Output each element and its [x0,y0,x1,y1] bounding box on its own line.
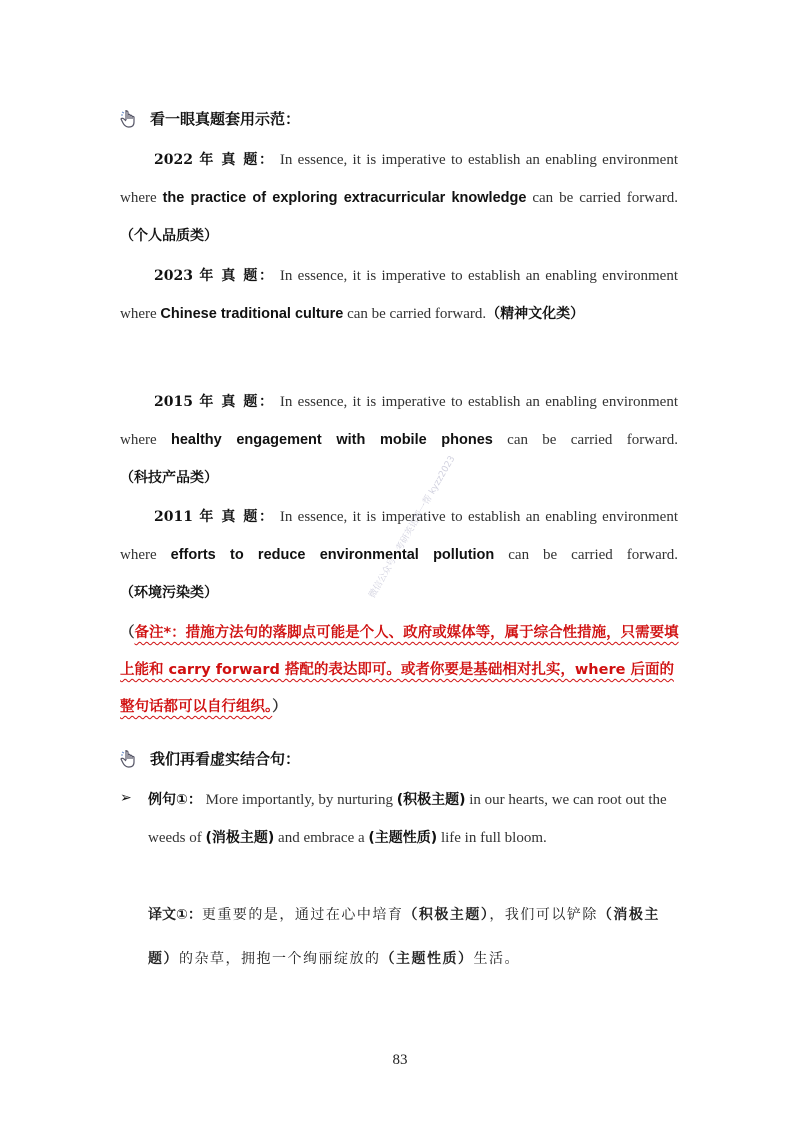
heading-text: 看一眼真题套用示范： [150,110,301,128]
example-2015 [120,383,678,497]
year-label: 2011 年 真 题： [154,509,275,525]
note-text: 备注*：措施方法句的落脚点可能是个人、政府或媒体等，属于综合性措施，只需要填上能和 carry forward 搭配的表达即可。或者你要是基础相对扎实，where 后面的整句话都可以自行组织。 [120,625,679,715]
keyword-phrase: Chinese traditional culture [160,306,344,322]
sentence-text: In essence, it is imperative to establish an enabling environment where [120,509,679,563]
category-tag: （科技产品类） [120,470,218,486]
sentence-text: can be carried forward. [492,432,678,448]
example-sentence [148,781,678,857]
sentence-text: In essence, it is imperative to establish an enabling environment where [120,394,679,448]
sentence-text: in our hearts, we can root out the weeds of [148,792,667,846]
note-open-paren: （ [120,625,135,641]
translation-text: 生活。 [473,951,520,967]
heading-text: 我们再看虚实结合句： [150,750,301,768]
sentence-text: In essence, it is imperative to establish an enabling environment where [120,268,679,322]
blank-negative-theme: (消极主题) [205,830,275,846]
category-tag: （精神文化类） [486,306,585,322]
translation-text: 更重要的是，通过在心中培育 [201,907,404,923]
sentence-text: In essence, it is imperative to establish an enabling environment where [120,152,679,206]
arrow-bullet-icon: ➢ [120,790,132,806]
section-heading-combined [120,748,300,769]
note-block [120,615,680,726]
watermark: 微信公众号：考研英语帮一帮 kyzz2023 [367,454,458,601]
sentence-text: life in full bloom. [437,830,547,846]
page-number: 83 [392,1052,408,1068]
blank-positive-theme: （积极主题） [403,907,490,923]
blank-theme-nature: (主题性质) [368,830,438,846]
blank-negative-theme: （消极主题） [148,907,660,967]
blank-theme-nature: （主题性质） [380,951,474,967]
year-label: 2023 年 真 题： [154,268,275,284]
example-label: 例句①： [148,792,202,808]
year-label: 2015 年 真 题： [154,394,275,410]
pointing-hand-icon [120,109,138,129]
category-tag: （个人品质类） [120,228,218,244]
sentence-text: can be carried forward. [494,547,678,563]
translation-text: ，我们可以铲除 [489,907,598,923]
keyword-phrase: healthy engagement with mobile phones [170,432,493,448]
section-heading-examples [120,108,300,129]
example-2023 [120,257,678,333]
sentence-text: can be carried forward. [343,306,487,322]
translation-text: 的杂草，拥抱一个绚丽绽放的 [179,951,381,967]
sentence-text: and embrace a [274,830,369,846]
pointing-hand-icon [120,749,138,769]
blank-positive-theme: (积极主题) [396,792,466,808]
example-2022 [120,141,678,255]
sentence-text: More importantly, by nurturing [201,792,397,808]
keyword-phrase: the practice of exploring extracurricular knowledge [162,190,527,206]
keyword-phrase: efforts to reduce environmental pollution [170,547,495,563]
year-label: 2022 年 真 题： [154,152,275,168]
category-tag: （环境污染类） [120,585,218,601]
translation-label: 译文①： [148,907,202,923]
note-close-paren: ） [272,699,287,715]
translation [148,893,678,981]
sentence-text: can be carried forward. [526,190,678,206]
